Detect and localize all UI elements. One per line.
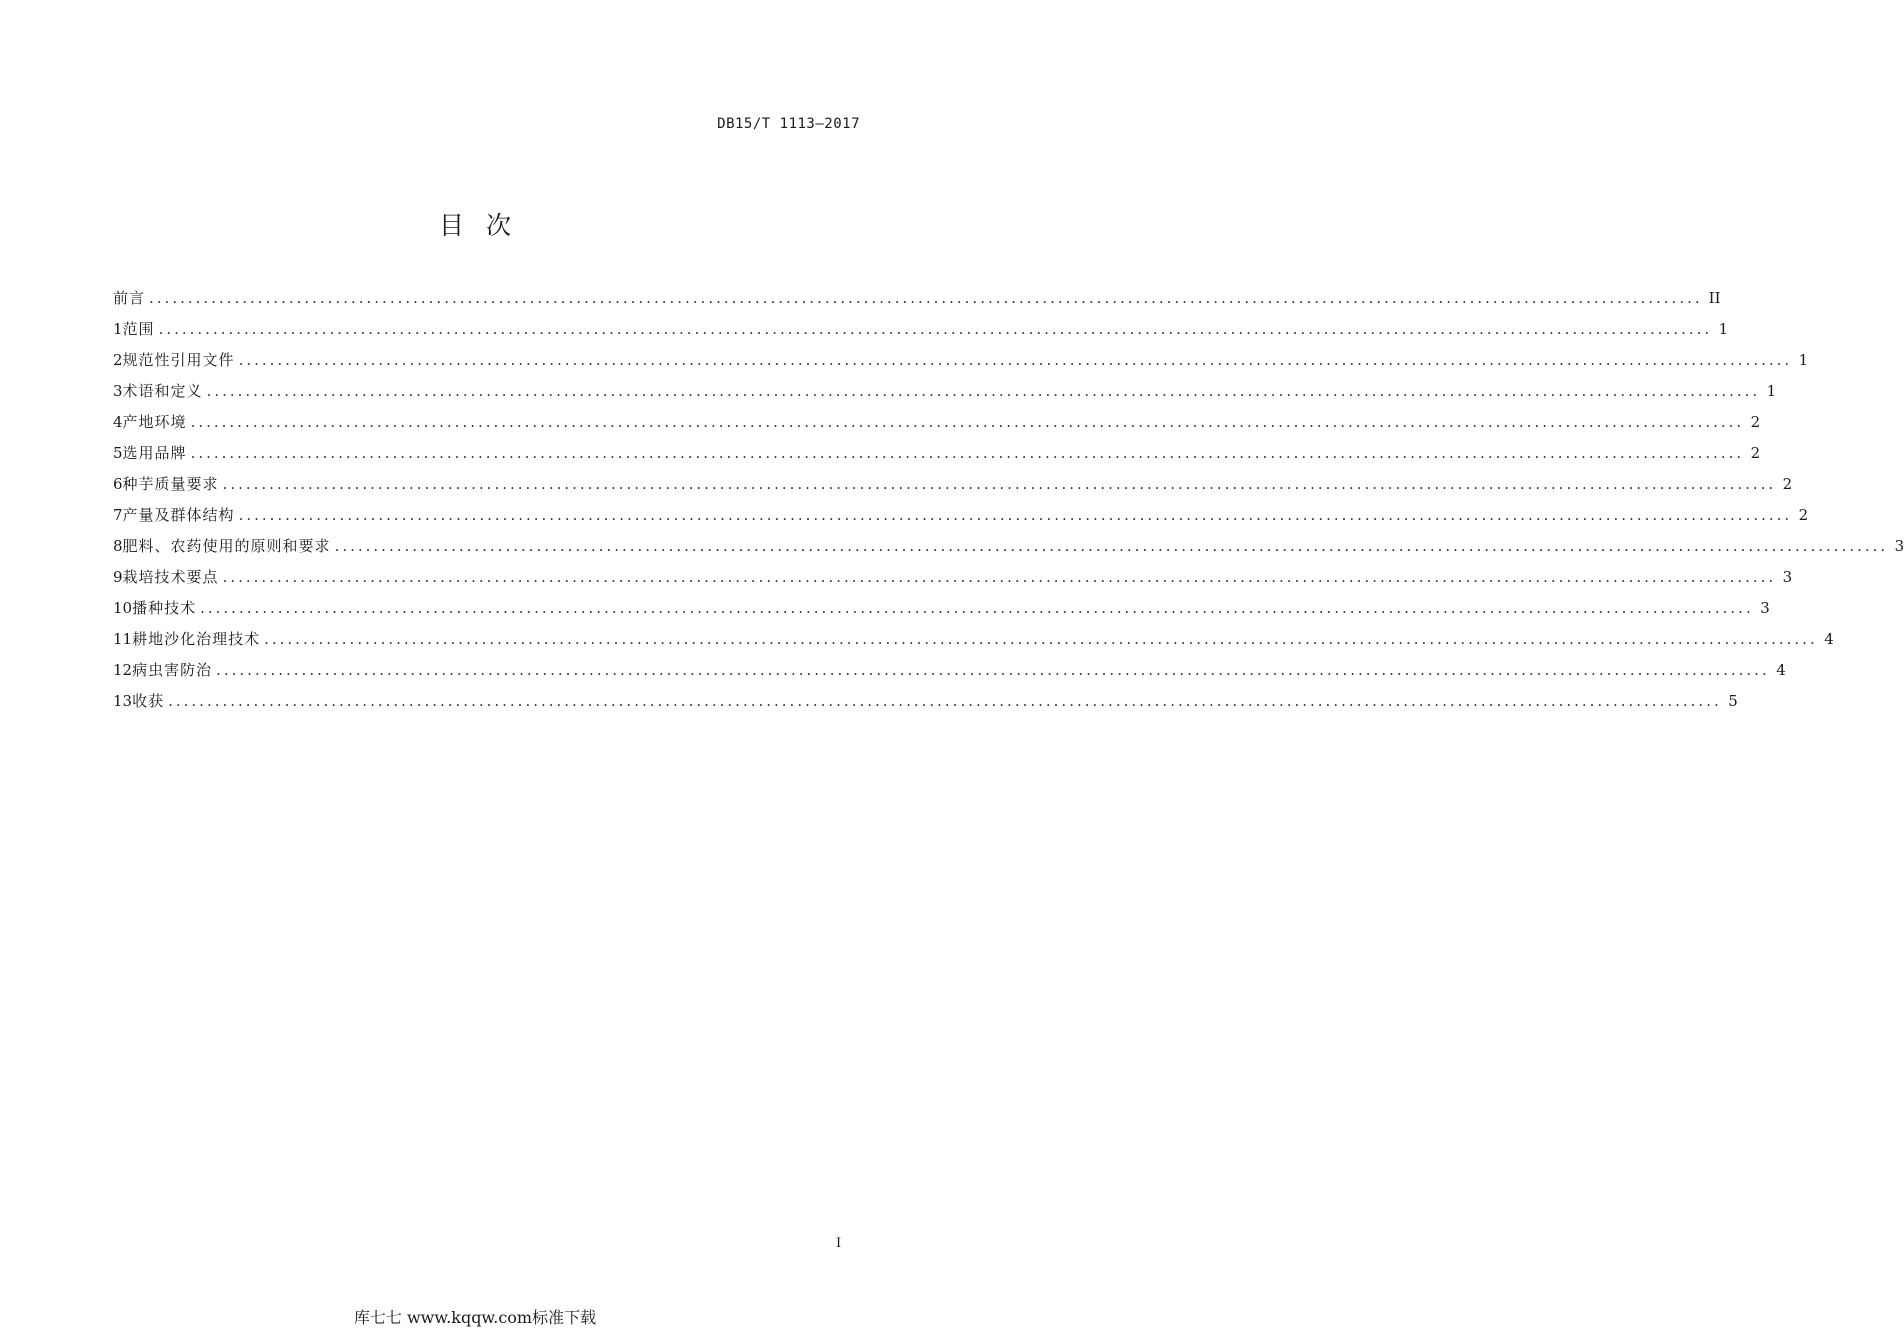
toc-leader-dots: ........................................................................................................................................................................................................ xyxy=(238,506,1793,524)
footer-watermark: 库七七 www.kqqw.com标准下载 xyxy=(353,1308,597,1327)
toc-entry-label: 种芋质量要求 xyxy=(122,475,219,493)
toc-entry[interactable] xyxy=(113,504,1809,535)
toc-entry-number: 12 xyxy=(113,661,133,679)
toc-entry-number: 6 xyxy=(113,475,123,493)
toc-entry-label: 规范性引用文件 xyxy=(122,351,235,369)
toc-entry-page: 3 xyxy=(1782,568,1793,586)
toc-leader-dots: ........................................................................................................................................................................................................ xyxy=(206,382,1761,400)
toc-leader-dots: ........................................................................................................................................................................................................ xyxy=(190,413,1745,431)
toc-entry-number: 3 xyxy=(113,382,123,400)
toc-entry-number: 4 xyxy=(113,413,123,431)
toc-entry-label: 产地环境 xyxy=(122,413,187,431)
toc-entry[interactable] xyxy=(113,380,1777,411)
toc-entry-label: 收获 xyxy=(132,692,165,710)
toc-entry-label: 选用品牌 xyxy=(122,444,187,462)
toc-leader-dots: ........................................................................................................................................................................................................ xyxy=(158,320,1713,338)
toc-entry-page: 1 xyxy=(1798,351,1809,369)
toc-entry-page: II xyxy=(1708,289,1721,307)
toc-entry[interactable] xyxy=(113,442,1761,473)
toc-entry-number: 2 xyxy=(113,351,123,369)
toc-entry-page: 2 xyxy=(1750,444,1761,462)
toc-entry-number: 8 xyxy=(113,537,123,555)
toc-leader-dots: ........................................................................................................................................................................................................ xyxy=(200,599,1754,617)
toc-entry-label: 耕地沙化治理技术 xyxy=(132,630,261,648)
toc-entry-label: 栽培技术要点 xyxy=(122,568,219,586)
toc-entry-label: 病虫害防治 xyxy=(132,661,213,679)
toc-entry[interactable] xyxy=(113,349,1809,380)
toc-entry[interactable] xyxy=(113,318,1729,349)
toc-entry-page: 3 xyxy=(1894,537,1904,555)
toc-entry[interactable] xyxy=(113,473,1793,504)
table-of-contents xyxy=(113,287,1904,721)
toc-entry-label: 肥料、农药使用的原则和要求 xyxy=(122,537,331,555)
toc-entry-label: 术语和定义 xyxy=(122,382,203,400)
toc-entry-page: 1 xyxy=(1766,382,1777,400)
toc-entry[interactable] xyxy=(113,659,1786,690)
toc-entry-number: 11 xyxy=(113,630,133,648)
toc-entry-label: 前言 xyxy=(113,289,146,307)
toc-entry-page: 5 xyxy=(1728,692,1738,710)
toc-entry-number: 1 xyxy=(113,320,123,338)
toc-entry-number: 9 xyxy=(113,568,123,586)
toc-entry-page: 4 xyxy=(1824,630,1834,648)
toc-entry[interactable] xyxy=(113,690,1738,721)
toc-entry-number: 7 xyxy=(113,506,123,524)
toc-entry-page: 3 xyxy=(1760,599,1770,617)
toc-entry[interactable] xyxy=(113,597,1770,628)
toc-entry[interactable] xyxy=(113,287,1721,318)
toc-entry-number: 5 xyxy=(113,444,123,462)
toc-entry-label: 播种技术 xyxy=(132,599,197,617)
toc-leader-dots: ........................................................................................................................................................................................................ xyxy=(222,568,1777,586)
toc-entry-label: 产量及群体结构 xyxy=(122,506,235,524)
toc-entry-page: 2 xyxy=(1782,475,1793,493)
toc-leader-dots: ........................................................................................................................................................................................................ xyxy=(216,661,1770,679)
toc-entry-page: 2 xyxy=(1750,413,1761,431)
toc-leader-dots: ........................................................................................................................................................................................................ xyxy=(222,475,1777,493)
toc-entry[interactable] xyxy=(113,411,1761,442)
toc-entry[interactable] xyxy=(113,566,1793,597)
page-title: 目次 xyxy=(438,211,533,240)
toc-entry-page: 2 xyxy=(1798,506,1809,524)
standard-code: DB15/T 1113—2017 xyxy=(717,116,860,132)
toc-entry-page: 4 xyxy=(1776,661,1786,679)
toc-leader-dots: ........................................................................................................................................................................................................ xyxy=(264,630,1818,648)
toc-leader-dots: ........................................................................................................................................................................................................ xyxy=(149,289,1703,307)
toc-entry[interactable] xyxy=(113,628,1834,659)
toc-entry[interactable] xyxy=(113,535,1904,566)
toc-entry-page: 1 xyxy=(1718,320,1729,338)
toc-leader-dots: ........................................................................................................................................................................................................ xyxy=(190,444,1745,462)
toc-leader-dots: ........................................................................................................................................................................................................ xyxy=(334,537,1889,555)
toc-leader-dots: ........................................................................................................................................................................................................ xyxy=(168,692,1722,710)
toc-entry-number: 13 xyxy=(113,692,133,710)
toc-entry-number: 10 xyxy=(113,599,133,617)
toc-entry-label: 范围 xyxy=(122,320,155,338)
page-number: I xyxy=(836,1236,842,1251)
toc-leader-dots: ........................................................................................................................................................................................................ xyxy=(238,351,1793,369)
